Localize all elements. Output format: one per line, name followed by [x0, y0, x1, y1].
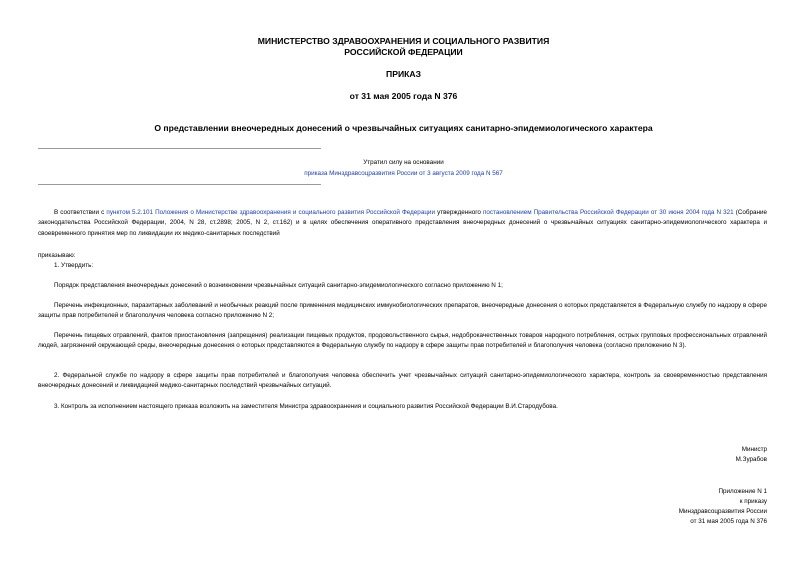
- item-1a-paragraph: Порядок представления внеочередных донесений о возникновении чрезвычайных ситуаций санитарно-эпидемиологического согласно приложению N 1;: [54, 282, 503, 289]
- document-date-number: от 31 мая 2005 года N 376: [349, 91, 458, 101]
- appendix-ministry: Минздравсоцразвития России: [678, 508, 767, 515]
- regulation-point-link[interactable]: пунктом 5.2.101 Положения о Министерстве здравоохранения и социального развития Российской Федерации: [106, 209, 435, 216]
- preamble-text-2: утвержденного: [434, 209, 483, 216]
- repeal-order-link[interactable]: приказа Минздравсоцразвития России от 3 августа 2009 года N 567: [304, 170, 503, 177]
- document-subject: О представлении внеочередных донесений о чрезвычайных ситуациях санитарно-эпидемиологического характера: [154, 123, 653, 133]
- preamble-text-3: (Собрание законодательства Российской Федерации, 2004, N 28, ст.2898; 2005, N 2, ст.162) и в целях обеспечения оперативного представления внеочередных донесений о чрезвычайных ситуациях санитарно-эпидемиологического характера и своевременного принятия мер по ликвидации их медико-санитарных последствий: [38, 209, 767, 237]
- status-line: [0, 169, 807, 179]
- separator-top: [38, 148, 321, 149]
- preamble-paragraph: [38, 208, 767, 239]
- appendix-date: от 31 мая 2005 года N 376: [690, 518, 767, 525]
- item-1b-paragraph: Перечень инфекционных, паразитарных заболеваний и необычных реакций после применения медицинских иммунобиологических препаратов, внеочередные донесения о которых представляется в Федеральную службу по надзору в сфере защиты прав потребителей и благополучия человека согласно приложению N 2;: [38, 302, 767, 320]
- appendix-ref: к приказу: [739, 498, 767, 505]
- signature-name: М.Зурабов: [735, 456, 767, 463]
- orders-label: приказываю:: [38, 252, 76, 259]
- item-2-paragraph: 2. Федеральной службе по надзору в сфере защиты прав потребителей и благополучия человека обеспечить учет чрезвычайных ситуаций санитарно-эпидемиологического характера, контроль за своевременностью представления внеочередных донесений и ликвидацией медико-санитарных последствий чрезвычайных ситуаций.: [38, 372, 767, 390]
- item-1c-paragraph: Перечень пищевых отравлений, фактов приостановления (запрещения) реализации пищевых продуктов, продовольственного сырья, недоброкачественных товаров народного потребления, острых групповых профессиональных отравлений людей, загрязнений окружающей среды, внеочередные донесения о которых представляются в Федеральную службу по надзору в сфере защиты прав потребителей и благополучия человека (согласно приложению N 3).: [38, 332, 767, 350]
- status-text: Утратил силу на основании: [363, 159, 444, 166]
- document-type: ПРИКАЗ: [386, 69, 421, 79]
- item-3-paragraph: 3. Контроль за исполнением настоящего приказа возложить на заместителя Министра здравоохранения и социального развития Российской Федерации В.И.Стародубова.: [54, 403, 558, 410]
- separator-bottom: [38, 184, 321, 185]
- signature-title: Министр: [741, 446, 767, 453]
- item-1-label: 1. Утвердить:: [54, 262, 94, 269]
- ministry-title-line2: РОССИЙСКОЙ ФЕДЕРАЦИИ: [344, 47, 463, 57]
- government-resolution-link[interactable]: постановлением Правительства Российской Федерации от 30 июня 2004 года N 321: [482, 209, 734, 216]
- preamble-text-1: В соответствии с: [54, 209, 107, 216]
- appendix-label: Приложение N 1: [718, 488, 767, 495]
- ministry-title-line1: МИНИСТЕРСТВО ЗДРАВООХРАНЕНИЯ И СОЦИАЛЬНОГО РАЗВИТИЯ: [257, 36, 550, 46]
